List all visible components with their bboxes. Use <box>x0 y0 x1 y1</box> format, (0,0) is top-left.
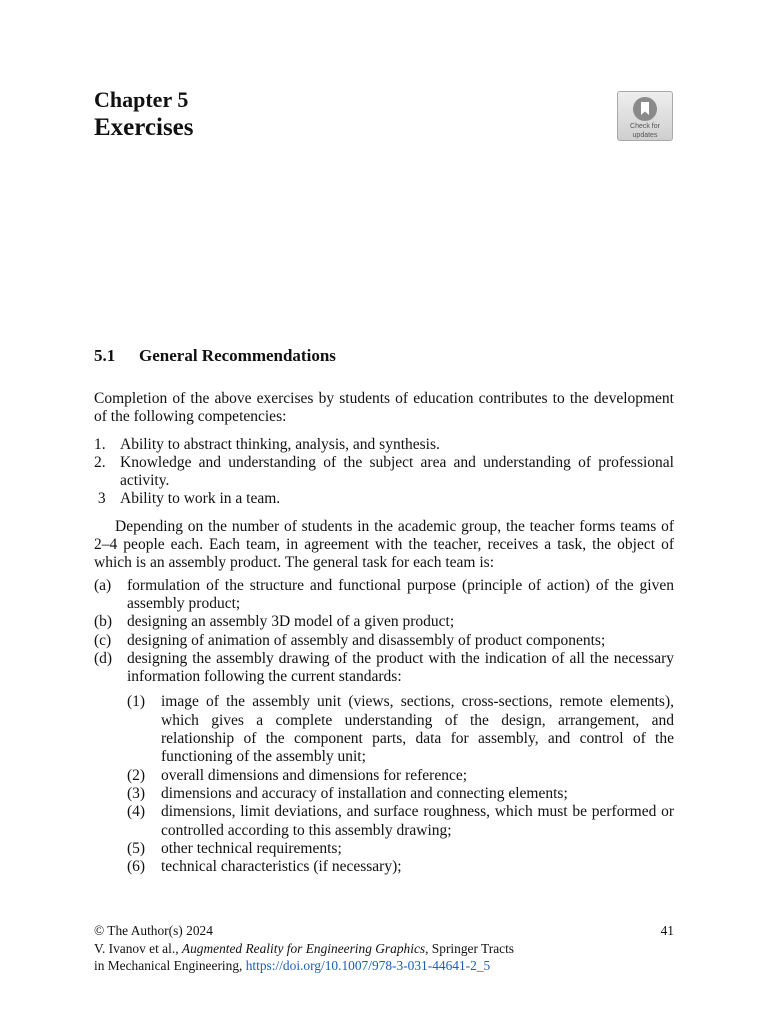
list-item-text: Ability to abstract thinking, analysis, and synthesis. <box>120 435 440 453</box>
list-marker: 3 <box>94 490 106 508</box>
chapter-label: Chapter 5 <box>94 87 189 112</box>
list-item <box>94 436 674 454</box>
copyright: © The Author(s) 2024 <box>94 923 213 938</box>
list-item-text: technical characteristics (if necessary); <box>161 858 402 876</box>
list-item <box>94 490 674 508</box>
list-item <box>94 577 674 614</box>
badge-text-line-1: Check for <box>630 123 660 130</box>
book-title: Augmented Reality for Engineering Graphics <box>181 940 426 956</box>
list-marker: (4) <box>127 803 146 821</box>
list-marker: (c) <box>94 631 112 649</box>
list-item-text: dimensions, limit deviations, and surface roughness, which must be performed or controlled according to this assembly drawing; <box>161 803 674 839</box>
bookmark-icon <box>632 96 658 122</box>
section-number: 5.1 <box>94 346 116 365</box>
section-title: General Recommendations <box>139 346 336 365</box>
doi-link[interactable]: https://doi.org/10.1007/978-3-031-44641-2_5 <box>245 958 491 973</box>
copyright-line <box>94 922 674 940</box>
list-marker: 2. <box>94 453 106 471</box>
list-marker: (a) <box>94 576 112 594</box>
badge-text-line-2: updates <box>632 132 658 139</box>
citation-line-2 <box>94 957 674 975</box>
list-item-text: overall dimensions and dimensions for reference; <box>161 766 468 784</box>
list-item <box>94 693 674 766</box>
list-marker: (2) <box>127 766 146 784</box>
list-marker: (5) <box>127 839 146 857</box>
tasks-list <box>94 577 674 687</box>
list-item-text: designing of animation of assembly and disassembly of product components; <box>127 631 606 649</box>
chapter-title: Exercises <box>94 114 194 141</box>
task-paragraph: Depending on the number of students in the academic group, the teacher forms teams of 2–4 people each. Each team, in agreement with the teacher, receives a task, the object of which is an assembly product. The general task for each team is: <box>94 517 674 572</box>
citation-authors: V. Ivanov et al., <box>94 940 182 956</box>
list-item <box>94 803 674 840</box>
list-marker: (1) <box>127 693 146 711</box>
footer <box>94 922 674 975</box>
list-marker: (6) <box>127 858 146 876</box>
list-item <box>94 632 674 650</box>
list-item <box>94 840 674 858</box>
citation-line-1 <box>94 940 674 958</box>
list-item-text: Knowledge and understanding of the subject area and understanding of professional activity. <box>120 453 674 490</box>
list-marker: (3) <box>127 784 146 802</box>
list-item-text: designing an assembly 3D model of a given product; <box>127 613 455 631</box>
subtasks-list <box>94 693 674 876</box>
list-marker: 1. <box>94 435 106 453</box>
list-marker: (b) <box>94 613 113 631</box>
list-item <box>94 454 674 491</box>
intro-paragraph: Completion of the above exercises by students of education contributes to the development of the following competencies: <box>94 390 674 426</box>
list-item <box>94 613 674 631</box>
list-marker: (d) <box>94 649 113 667</box>
list-item-text: Ability to work in a team. <box>120 490 281 508</box>
list-item <box>94 650 674 687</box>
list-item-text: other technical requirements; <box>161 839 342 857</box>
check-for-updates-badge[interactable] <box>617 91 673 141</box>
list-item <box>94 858 674 876</box>
series-part-1: , Springer Tracts <box>425 940 515 956</box>
list-item <box>94 785 674 803</box>
series-part-2: in Mechanical Engineering, <box>94 958 246 973</box>
body-text <box>94 390 674 876</box>
section-heading <box>94 345 336 367</box>
list-item <box>94 767 674 785</box>
competencies-list <box>94 436 674 509</box>
list-item-text: designing the assembly drawing of the product with the indication of all the necessary information following the current standards: <box>127 649 674 686</box>
list-item-text: image of the assembly unit (views, sections, cross-sections, remote elements), which gives a complete understanding of the design, arrangement, and relationship of the component parts, data for assembly, and control of the functioning of the assembly unit; <box>161 693 674 766</box>
list-item-text: dimensions and accuracy of installation and connecting elements; <box>161 784 568 802</box>
page-number: 41 <box>660 923 674 938</box>
list-item-text: formulation of the structure and functional purpose (principle of action) of the given assembly product; <box>127 576 674 612</box>
